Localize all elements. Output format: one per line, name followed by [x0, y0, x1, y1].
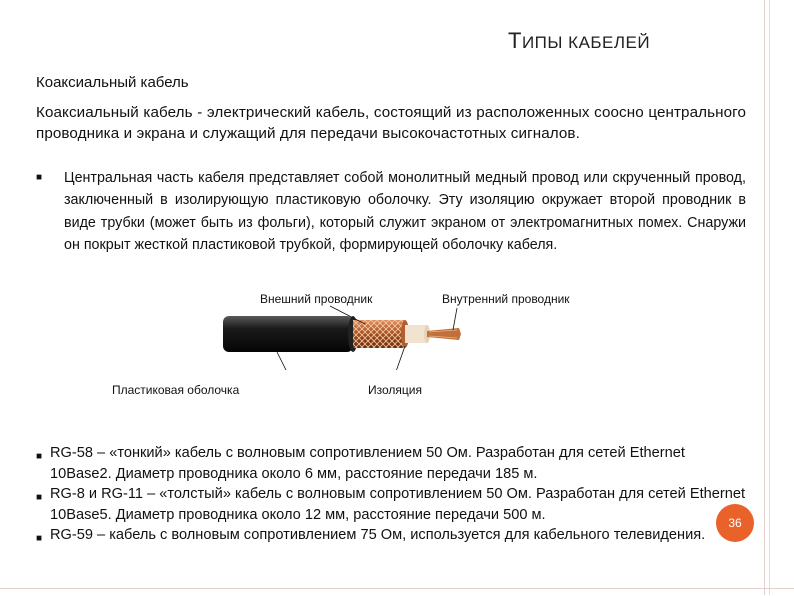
description-text: Центральная часть кабеля представляет собой монолитный медный провод или скрученный провод, заключенный в изолирующую пластиковую оболочку. Эту изоляцию окружает второй проводник в виде трубки (может быть из фольги), который служит экраном от электромагнитных помех. Снаружи он покрыт жесткой пластиковой трубкой, формирующей оболочку кабеля.: [64, 170, 746, 253]
label-insulation: Изоляция: [368, 383, 422, 397]
square-bullet-icon: ■: [36, 533, 43, 544]
slide-title: ТИПЫ КАБЕЛЕЙ: [508, 28, 651, 53]
square-bullet-icon: ■: [36, 451, 43, 462]
square-bullet-icon: ■: [36, 492, 43, 503]
list-item: ■ RG-59 – кабель с волновым сопротивлением 75 Ом, используется для кабельного телевидения.: [36, 525, 748, 546]
slide-frame-right: [764, 0, 794, 595]
cable-jacket: [223, 316, 353, 352]
definition-term: Коаксиальный кабель: [36, 104, 193, 121]
cable-insulation: [405, 325, 427, 343]
list-item: ■ RG-8 и RG-11 – «толстый» кабель с волновым сопротивлением 50 Ом. Разработан для сетей Ethernet 10Base5. Диаметр проводника около 12 мм, расстояние передачи 500 м.: [36, 486, 746, 523]
page-number-badge: 36: [716, 504, 754, 542]
definition-paragraph: [36, 102, 746, 144]
list-item: ■ RG-58 – «тонкий» кабель с волновым сопротивлением 50 Ом. Разработан для сетей Ethernet 10Base2. Диаметр проводника около 6 мм, расстояние передачи 185 м.: [36, 445, 685, 482]
leader-jacket: [277, 352, 287, 370]
section-title: Коаксиальный кабель: [36, 74, 189, 91]
label-jacket: Пластиковая оболочка: [112, 383, 240, 397]
label-outer-conductor: Внешний проводник: [260, 292, 373, 306]
square-bullet-icon: ■: [36, 172, 43, 183]
description-bullet: [36, 167, 746, 256]
cable-types-list: [36, 443, 748, 546]
label-inner-conductor: Внутренний проводник: [442, 292, 570, 306]
definition-text: - электрический кабель, состоящий из расположенных соосно центрального проводника и экрана и служащий для передачи высокочастотных сигналов.: [36, 104, 746, 142]
leader-inner: [453, 308, 457, 330]
leader-insulation: [393, 346, 405, 370]
